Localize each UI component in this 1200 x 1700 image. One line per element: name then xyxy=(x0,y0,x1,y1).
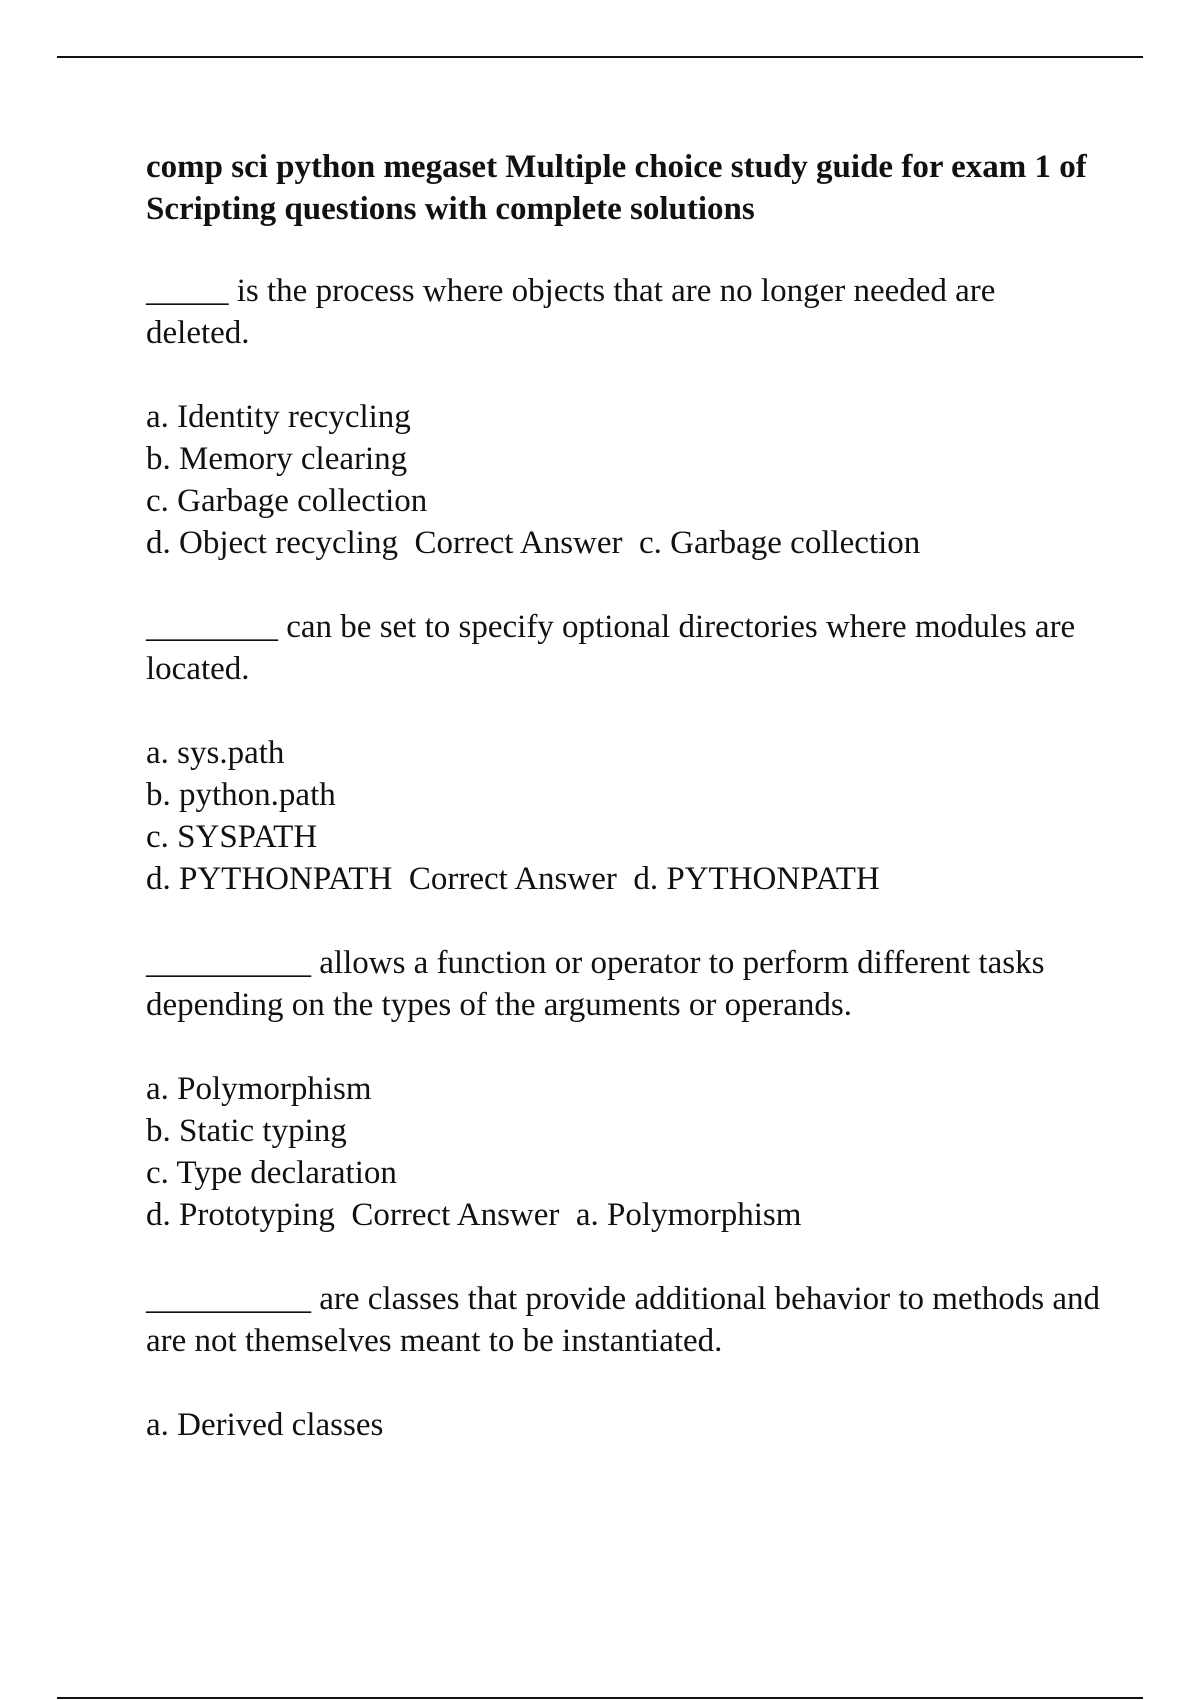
top-rule xyxy=(57,56,1143,58)
option-b: b. Static typing xyxy=(146,1113,347,1149)
correct-answer-label: Correct Answer xyxy=(351,1197,560,1233)
option-b: b. python.path xyxy=(146,777,336,813)
option-a: a. Derived classes xyxy=(146,1407,384,1443)
option-d-with-answer xyxy=(146,858,1106,900)
option-b: b. Memory clearing xyxy=(146,441,408,477)
option-d: d. PYTHONPATH xyxy=(146,861,393,897)
options-list xyxy=(146,396,1106,564)
document-title: comp sci python megaset Multiple choice study guide for exam 1 of Scripting questions with complete solutions xyxy=(146,149,1087,227)
correct-answer: a. Polymorphism xyxy=(575,1197,802,1233)
option-d: d. Object recycling xyxy=(146,525,398,561)
bottom-rule xyxy=(57,1697,1143,1699)
option-c: c. Garbage collection xyxy=(146,483,428,519)
question-block xyxy=(146,942,1106,1236)
option-a: a. Identity recycling xyxy=(146,399,411,435)
options-list xyxy=(146,732,1106,900)
question-prompt: _____ is the process where objects that are no longer needed are deleted. xyxy=(146,273,996,351)
option-d: d. Prototyping xyxy=(146,1197,335,1233)
options-list xyxy=(146,1404,1106,1446)
question-prompt: __________ are classes that provide additional behavior to methods and are not themselves meant to be instantiated. xyxy=(146,1281,1101,1359)
correct-answer: c. Garbage collection xyxy=(639,525,921,561)
question-prompt: __________ allows a function or operator to perform different tasks depending on the types of the arguments or operands. xyxy=(146,945,1045,1023)
question-block xyxy=(146,606,1106,900)
correct-answer: d. PYTHONPATH xyxy=(633,861,880,897)
page-content xyxy=(146,146,1106,1488)
option-a: a. sys.path xyxy=(146,735,285,771)
question-block xyxy=(146,270,1106,564)
question-prompt: ________ can be set to specify optional directories where modules are located. xyxy=(146,609,1076,687)
option-d-with-answer xyxy=(146,1194,1106,1236)
correct-answer-label: Correct Answer xyxy=(414,525,623,561)
option-c: c. SYSPATH xyxy=(146,819,318,855)
question-block xyxy=(146,1278,1106,1446)
correct-answer-label: Correct Answer xyxy=(408,861,617,897)
option-a: a. Polymorphism xyxy=(146,1071,372,1107)
option-c: c. Type declaration xyxy=(146,1155,397,1191)
options-list xyxy=(146,1068,1106,1236)
option-d-with-answer xyxy=(146,522,1106,564)
